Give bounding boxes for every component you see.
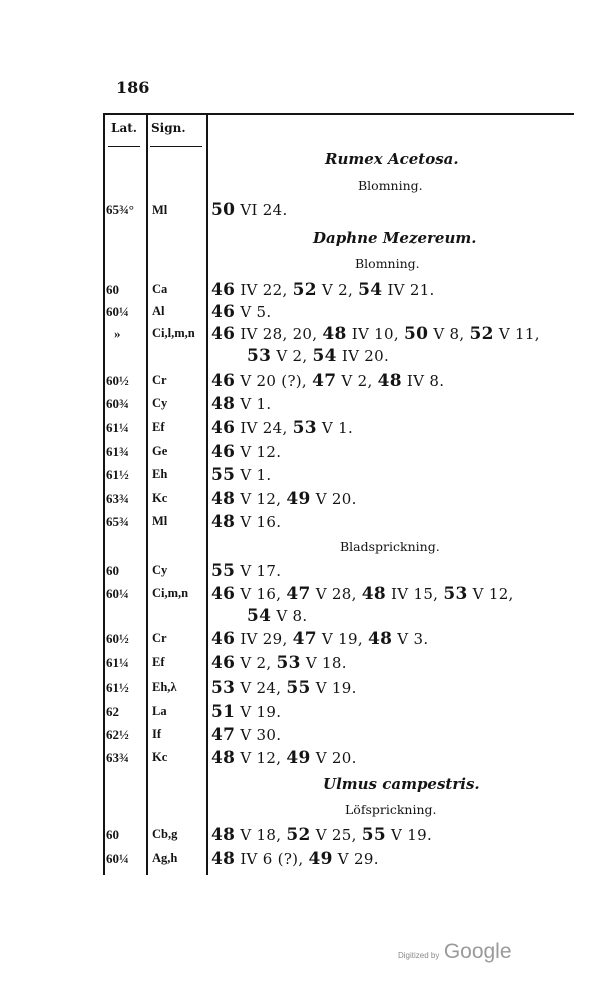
phenophase-subheading: Blomning. bbox=[358, 178, 423, 193]
sign-cell: Cr bbox=[152, 373, 167, 387]
observations-cell: 47 V 30. bbox=[211, 725, 282, 745]
observations-cell: 46 V 5. bbox=[211, 302, 272, 322]
phenophase-subheading: Löfsprickning. bbox=[345, 802, 437, 817]
column-header-sign: Sign. bbox=[151, 121, 186, 135]
sign-cell: Ef bbox=[152, 655, 165, 669]
lat-cell: 60¼ bbox=[106, 586, 129, 601]
observations-cell: 46 IV 24, 53 V 1. bbox=[211, 418, 354, 438]
watermark-caption: Digitized by bbox=[398, 951, 440, 960]
sign-cell: Al bbox=[152, 304, 165, 318]
column-rule-right bbox=[206, 113, 208, 875]
lat-cell: 60 bbox=[106, 282, 119, 297]
lat-cell: » bbox=[114, 326, 121, 341]
lat-cell: 65¾° bbox=[106, 202, 134, 217]
observations-cell: 48 V 18, 52 V 25, 55 V 19. bbox=[211, 825, 433, 845]
sign-cell: Ci,l,m,n bbox=[152, 326, 195, 340]
sign-cell: Ml bbox=[152, 514, 168, 528]
observations-cell: 48 V 12, 49 V 20. bbox=[211, 489, 357, 509]
lat-cell: 60¼ bbox=[106, 304, 129, 319]
observations-cell: 48 V 16. bbox=[211, 512, 282, 532]
sign-cell: Ag,h bbox=[152, 851, 178, 865]
lat-cell: 65¾ bbox=[106, 514, 129, 529]
page-number: 186 bbox=[116, 78, 150, 97]
header-underline-lat bbox=[108, 146, 140, 147]
lat-cell: 60½ bbox=[106, 631, 129, 646]
observations-cell: 46 IV 28, 20, 48 IV 10, 50 V 8, 52 V 11, bbox=[211, 324, 540, 344]
lat-cell: 60 bbox=[106, 563, 119, 578]
lat-cell: 61½ bbox=[106, 680, 129, 695]
observations-cell: 46 V 2, 53 V 18. bbox=[211, 653, 347, 673]
sign-cell: Ef bbox=[152, 420, 165, 434]
observations-cell: 46 V 12. bbox=[211, 442, 282, 462]
header-underline-sign bbox=[150, 146, 202, 147]
observations-cell: 48 V 1. bbox=[211, 394, 272, 414]
species-heading: Daphne Mezereum. bbox=[313, 229, 477, 247]
sign-cell: Ge bbox=[152, 444, 168, 458]
lat-cell: 62 bbox=[106, 704, 119, 719]
lat-cell: 62½ bbox=[106, 727, 129, 742]
lat-cell: 61½ bbox=[106, 467, 129, 482]
sign-cell: Ci,m,n bbox=[152, 586, 189, 600]
observations-continuation: 54 V 8. bbox=[247, 606, 308, 626]
lat-cell: 60½ bbox=[106, 373, 129, 388]
sign-cell: Cy bbox=[152, 396, 168, 410]
sign-cell: If bbox=[152, 727, 162, 741]
observations-cell: 46 IV 29, 47 V 19, 48 V 3. bbox=[211, 629, 429, 649]
column-header-lat: Lat. bbox=[111, 121, 137, 135]
observations-cell: 46 V 20 (?), 47 V 2, 48 IV 8. bbox=[211, 371, 445, 391]
sign-cell: Cy bbox=[152, 563, 168, 577]
observations-cell: 50 VI 24. bbox=[211, 200, 288, 220]
phenophase-subheading: Blomning. bbox=[355, 256, 420, 271]
google-logo: Google bbox=[443, 940, 512, 963]
table-top-rule bbox=[104, 113, 574, 115]
lat-cell: 60 bbox=[106, 827, 119, 842]
observations-cell: 46 IV 22, 52 V 2, 54 IV 21. bbox=[211, 280, 435, 300]
sign-cell: Kc bbox=[152, 750, 168, 764]
sign-cell: Eh bbox=[152, 467, 168, 481]
lat-cell: 61¼ bbox=[106, 655, 129, 670]
observations-cell: 46 V 16, 47 V 28, 48 IV 15, 53 V 12, bbox=[211, 584, 514, 604]
lat-cell: 61¼ bbox=[106, 420, 129, 435]
sign-cell: Cr bbox=[152, 631, 167, 645]
species-heading: Ulmus campestris. bbox=[323, 775, 480, 793]
lat-cell: 61¾ bbox=[106, 444, 129, 459]
species-heading: Rumex Acetosa. bbox=[325, 150, 459, 168]
sign-cell: Ml bbox=[152, 203, 168, 217]
sign-cell: Cb,g bbox=[152, 827, 178, 841]
lat-cell: 63¾ bbox=[106, 491, 129, 506]
column-rule-middle bbox=[146, 113, 148, 875]
observations-cell: 48 IV 6 (?), 49 V 29. bbox=[211, 849, 379, 869]
observations-continuation: 53 V 2, 54 IV 20. bbox=[247, 346, 390, 366]
lat-cell: 60¼ bbox=[106, 851, 129, 866]
sign-cell: Eh,λ bbox=[152, 680, 177, 694]
lat-cell: 63¾ bbox=[106, 750, 129, 765]
observations-cell: 53 V 24, 55 V 19. bbox=[211, 678, 357, 698]
lat-cell: 60¾ bbox=[106, 396, 129, 411]
sign-cell: La bbox=[152, 704, 167, 718]
digitization-watermark bbox=[398, 940, 512, 964]
sign-cell: Kc bbox=[152, 491, 168, 505]
sign-cell: Ca bbox=[152, 282, 168, 296]
phenophase-subheading: Bladsprickning. bbox=[340, 539, 440, 554]
observations-cell: 51 V 19. bbox=[211, 702, 282, 722]
observations-cell: 55 V 1. bbox=[211, 465, 272, 485]
observations-cell: 48 V 12, 49 V 20. bbox=[211, 748, 357, 768]
observations-cell: 55 V 17. bbox=[211, 561, 282, 581]
column-rule-left bbox=[103, 113, 105, 875]
